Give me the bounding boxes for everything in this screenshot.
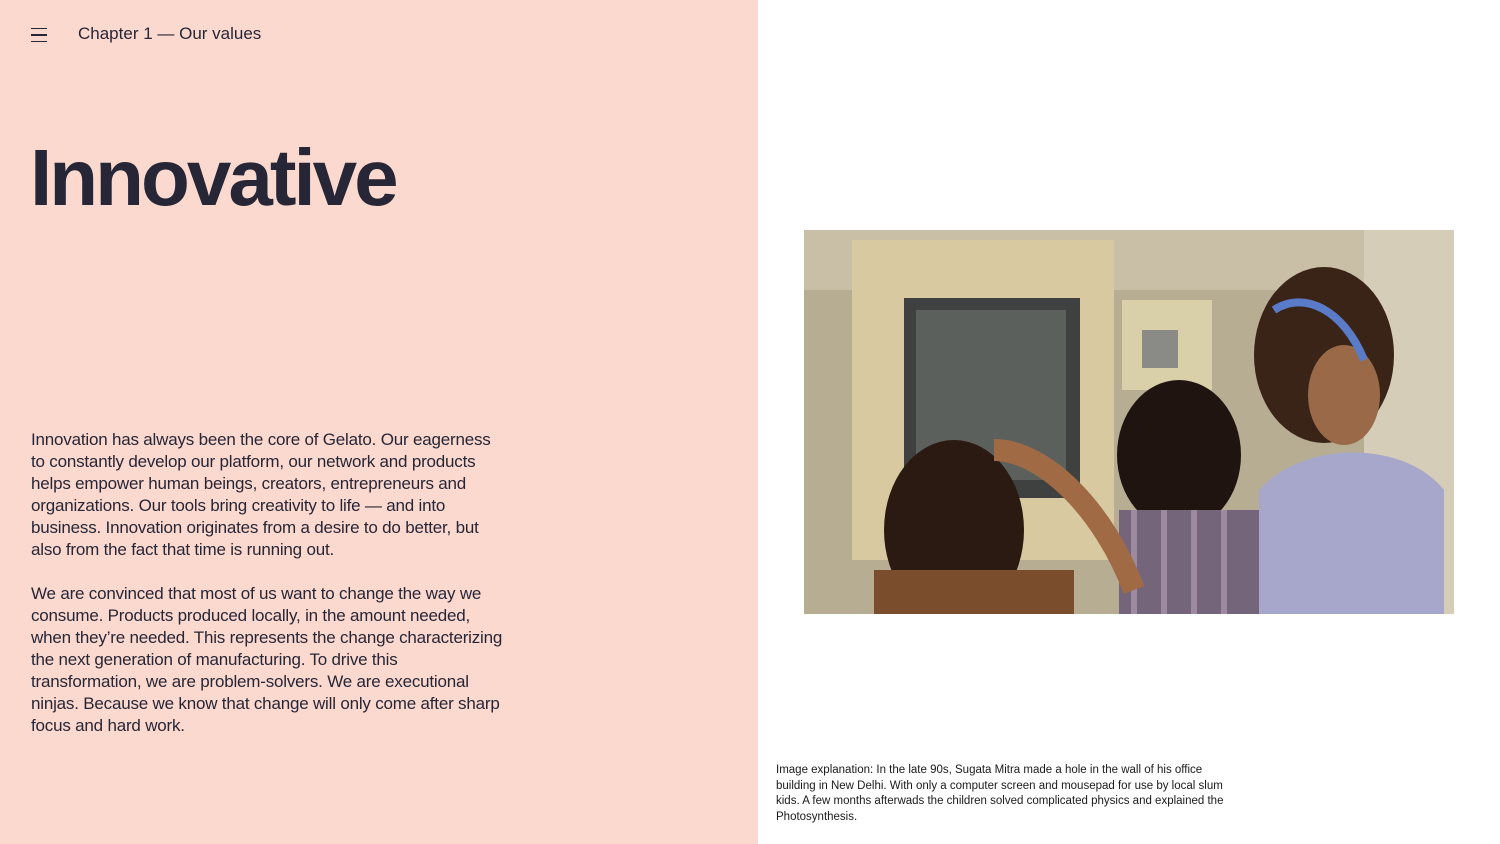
photo-illustration: [804, 230, 1454, 614]
paragraph-2: We are convinced that most of us want to change the way we consume. Products produced locally, in the amount needed, when they’re needed. This represents the change characterizing the next generation of manufacturing. To drive this transformation, we are problem-solvers. We are executional ninjas. Because we know that change will only come after sharp focus and hard work.: [31, 584, 503, 735]
menu-button[interactable]: [26, 22, 52, 48]
paragraph-1: Innovation has always been the core of Gelato. Our eagerness to constantly develop our platform, our network and products helps empower human beings, creators, entrepreneurs and organizations. Our tools bring creativity to life — and into business. Innovation originates from a desire to do better, but also from the fact that time is running out.: [31, 430, 491, 559]
image-caption: Image explanation: In the late 90s, Sugata Mitra made a hole in the wall of his office building in New Delhi. With only a computer screen and mousepad for use by local slum kids. A few months afterwads the children solved complicated physics and explained the Photosynthesis.: [776, 764, 1224, 823]
hamburger-menu-icon: [31, 28, 47, 30]
body-text: [31, 429, 506, 737]
hole-in-the-wall-photo: [804, 230, 1454, 614]
page-title: Innovative: [30, 133, 396, 222]
right-panel: [758, 0, 1500, 844]
chapter-title: Chapter 1 — Our values: [78, 24, 262, 43]
